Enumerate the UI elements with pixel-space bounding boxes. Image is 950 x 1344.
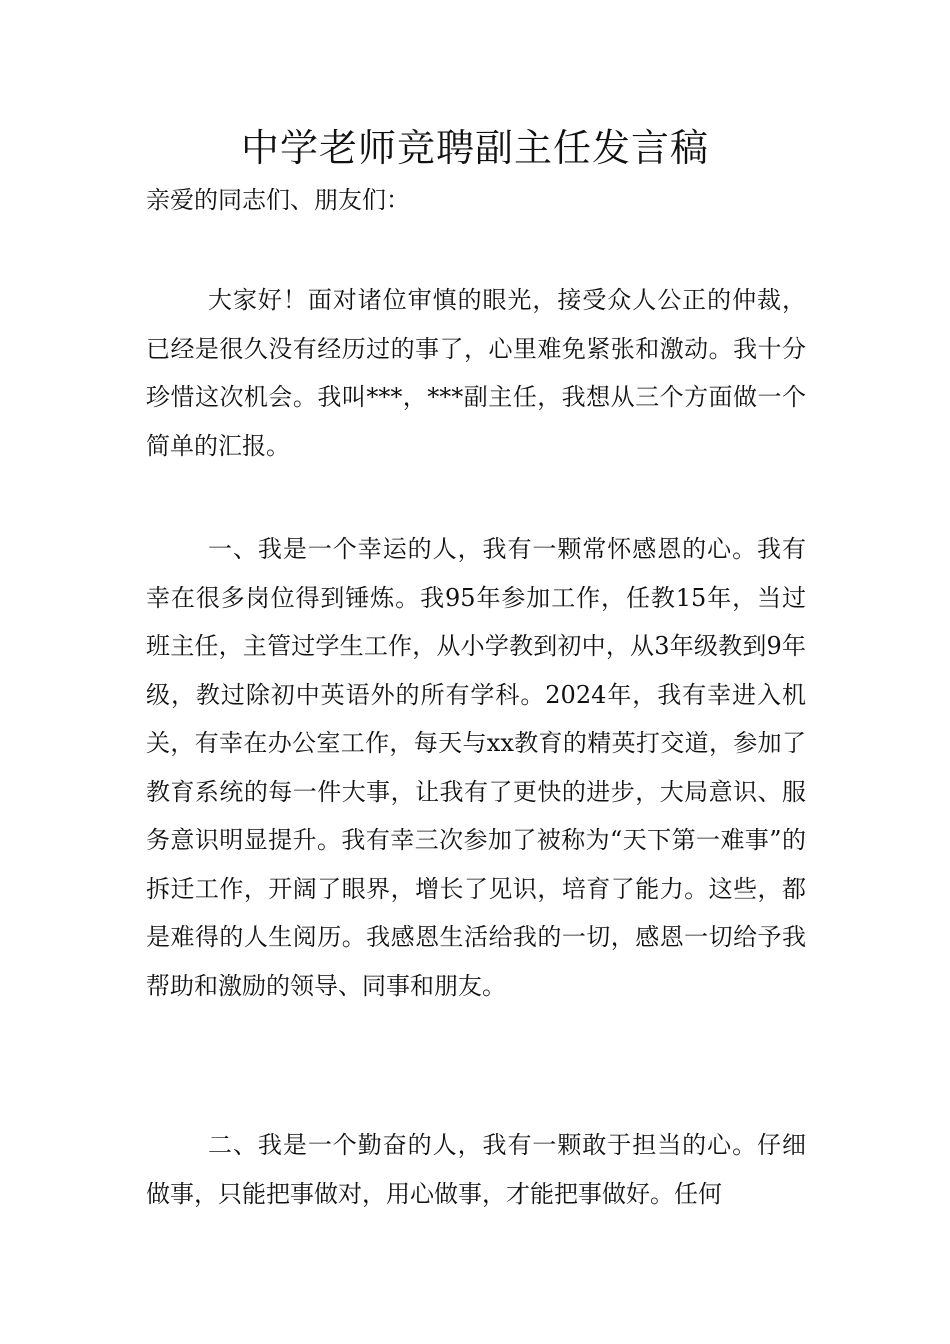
paragraph-section-two: 二、我是一个勤奋的人，我有一颗敢于担当的心。仔细做事，只能把事做对，用心做事，才能把事做好。任何 xyxy=(146,1131,806,1208)
paragraph-opening: 大家好！面对诸位审慎的眼光，接受众人公正的仲裁，已经是很久没有经历过的事了，心里难免紧张和激动。我十分珍惜这次机会。我叫***，***副主任，我想从三个方面做一个简单的汇报。 xyxy=(146,286,806,460)
document-title: 中学老师竞聘副主任发言稿 xyxy=(240,126,709,170)
paragraph-section-one: 一、我是一个幸运的人，我有一颗常怀感恩的心。我有幸在很多岗位得到锤炼。我95年参加工作，任教15年，当过班主任，主管过学生工作，从小学教到初中，从3年级教到9年级，教过除初中英语外的所有学科。2024年，我有幸进入机关，有幸在办公室工作，每天与xx教育的精英打交道，参加了教育系统的每一件大事，让我有了更快的进步，大局意识、服务意识明显提升。我有幸三次参加了被称为“天下第一难事”的拆迁工作，开阔了眼界，增长了见识，培育了能力。这些，都是难得的人生阅历。我感恩生活给我的一切，感恩一切给予我帮助和激励的领导、同事和朋友。 xyxy=(146,535,806,1000)
greeting-line: 亲爱的同志们、朋友们： xyxy=(146,186,410,214)
